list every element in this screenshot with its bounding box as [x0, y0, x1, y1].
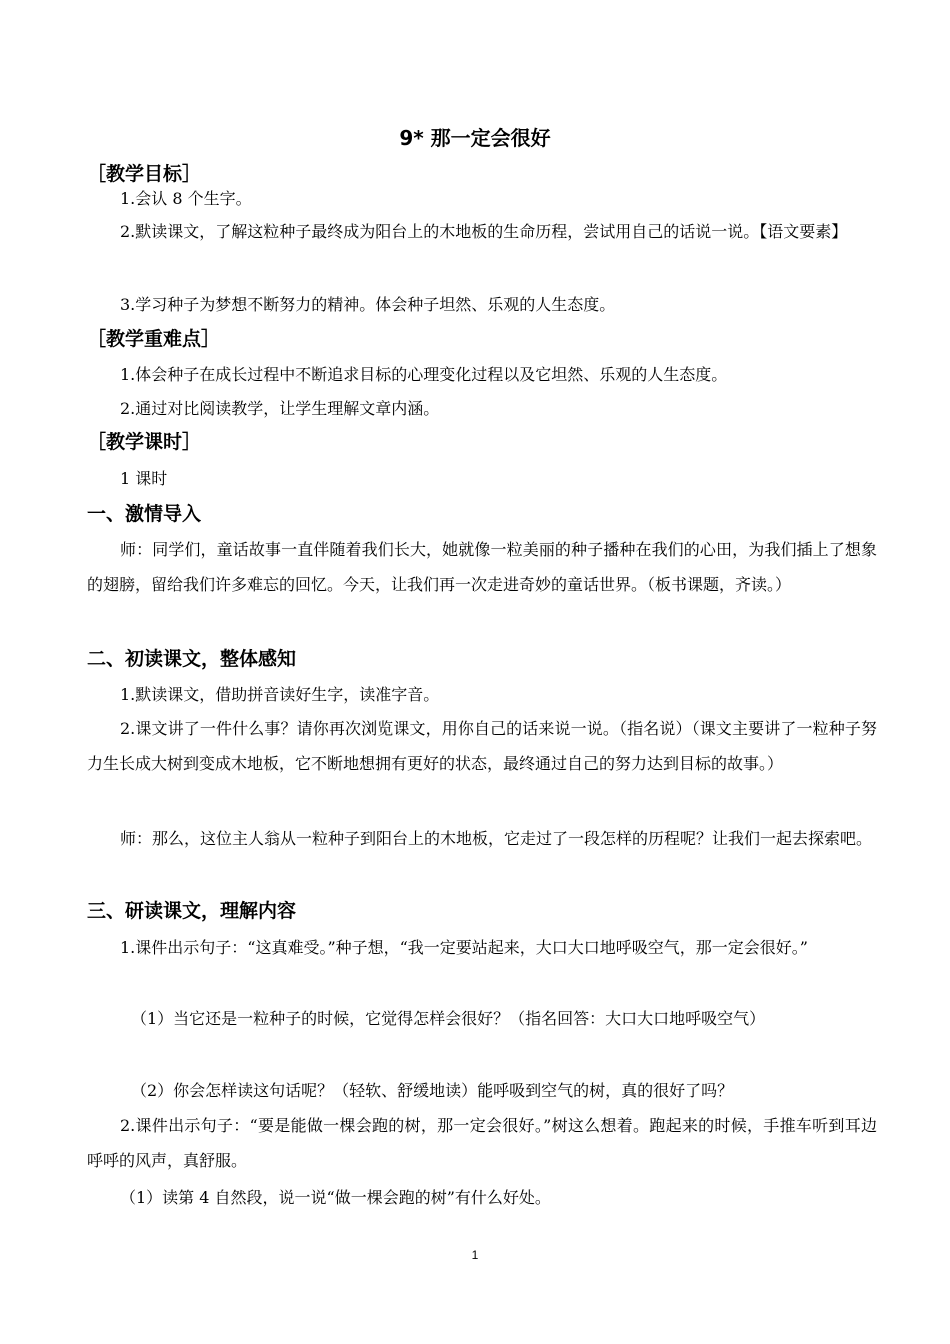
goals-heading: ［教学目标］ — [87, 163, 202, 185]
part3-item: （2）你会怎样读这句话呢？（轻软、舒缓地读）能呼吸到空气的树，真的很好了吗？ — [131, 1081, 734, 1100]
part1-paragraph: 师：同学们，童话故事一直伴随着我们长大，她就像一粒美丽的种子播种在我们的心田，为我们插上了想象的翅膀，留给我们许多难忘的回忆。今天，让我们再一次走进奇妙的童话世界。（板书课题，齐读。） — [87, 540, 877, 594]
part2-item: 师：那么，这位主人翁从一粒种子到阳台上的木地板，它走过了一段怎样的历程呢？让我们一起去探索吧。 — [120, 829, 873, 848]
difficulties-heading: ［教学重难点］ — [87, 328, 221, 350]
part3-item: 2.课件出示句子：“要是能做一棵会跑的树，那一定会很好。”树这么想着。跑起来的时候，手推车听到耳边呼呼的风声，真舒服。 — [87, 1116, 877, 1170]
part3-item: （1）读第 4 自然段，说一说“做一棵会跑的树”有什么好处。 — [120, 1188, 551, 1207]
goal-item: 1.会认 8 个生字。 — [120, 189, 252, 208]
part2-heading: 二、初读课文，整体感知 — [87, 648, 297, 670]
difficulty-item: 1.体会种子在成长过程中不断追求目标的心理变化过程以及它坦然、乐观的人生态度。 — [120, 365, 728, 384]
part2-item: 1.默读课文，借助拼音读好生字，读准字音。 — [120, 685, 440, 704]
part3-heading: 三、研读课文，理解内容 — [87, 900, 297, 922]
part1-heading: 一、激情导入 — [87, 503, 202, 525]
part3-item: 1.课件出示句子：“这真难受。”种子想，“我一定要站起来，大口大口地呼吸空气，那一定会很好。” — [120, 938, 808, 957]
hours-heading: ［教学课时］ — [87, 431, 202, 453]
lesson-title: 9* 那一定会很好 — [399, 126, 551, 150]
part2-item: 2.课文讲了一件什么事？请你再次浏览课文，用你自己的话来说一说。（指名说）（课文主要讲了一粒种子努力生长成大树到变成木地板，它不断地想拥有更好的状态，最终通过自己的努力达到目标的故事。） — [87, 719, 877, 773]
goal-item: 3.学习种子为梦想不断努力的精神。体会种子坦然、乐观的人生态度。 — [120, 295, 616, 314]
part3-item: （1）当它还是一粒种子的时候，它觉得怎样会很好？（指名回答：大口大口地呼吸空气） — [131, 1009, 766, 1028]
hours-value: 1 课时 — [120, 469, 168, 488]
page-number: 1 — [471, 1248, 479, 1262]
goal-item: 2.默读课文，了解这粒种子最终成为阳台上的木地板的生命历程，尝试用自己的话说一说。【语文要素】 — [120, 222, 848, 241]
difficulty-item: 2.通过对比阅读教学，让学生理解文章内涵。 — [120, 399, 440, 418]
